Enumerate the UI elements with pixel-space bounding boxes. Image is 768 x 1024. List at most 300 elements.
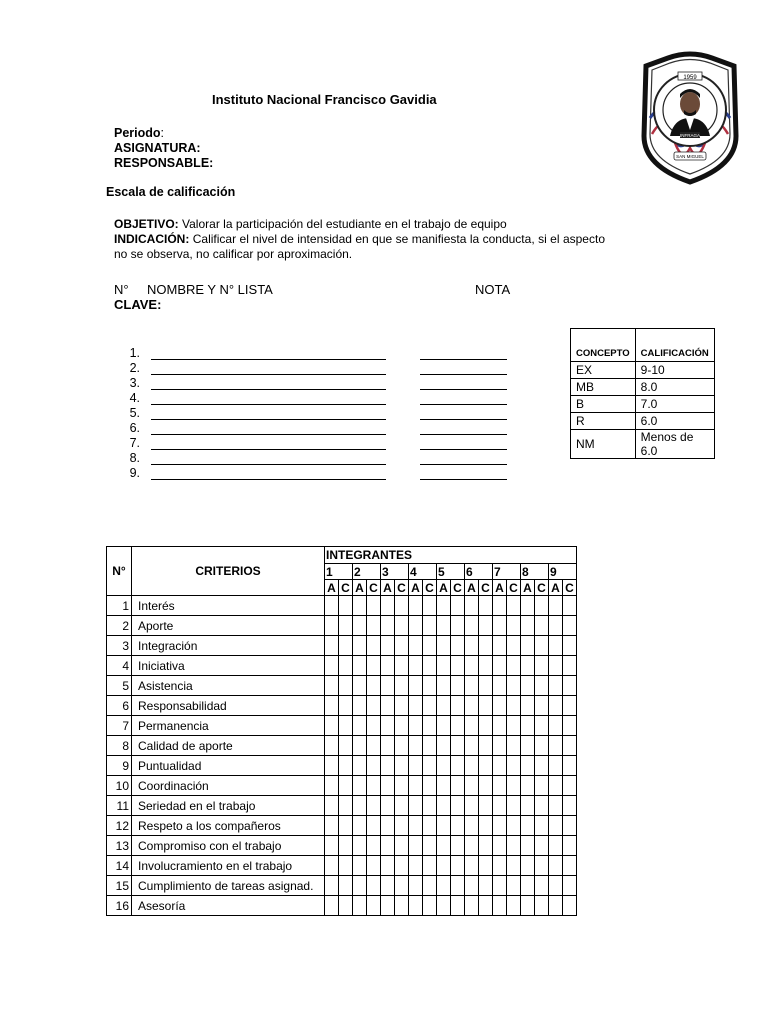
score-cell[interactable] [423,876,437,896]
score-cell[interactable] [451,636,465,656]
score-cell[interactable] [521,636,535,656]
score-cell[interactable] [325,716,339,736]
score-cell[interactable] [535,776,549,796]
score-cell[interactable] [423,756,437,776]
score-cell[interactable] [437,796,451,816]
score-cell[interactable] [339,756,353,776]
score-cell[interactable] [339,696,353,716]
score-cell[interactable] [465,856,479,876]
score-cell[interactable] [549,816,563,836]
score-cell[interactable] [563,796,577,816]
score-cell[interactable] [437,696,451,716]
score-cell[interactable] [367,616,381,636]
score-cell[interactable] [479,696,493,716]
score-cell[interactable] [521,756,535,776]
score-cell[interactable] [535,716,549,736]
score-cell[interactable] [493,636,507,656]
score-cell[interactable] [493,856,507,876]
score-cell[interactable] [353,636,367,656]
score-cell[interactable] [451,896,465,916]
score-cell[interactable] [367,876,381,896]
score-cell[interactable] [437,876,451,896]
score-cell[interactable] [507,796,521,816]
score-cell[interactable] [339,836,353,856]
score-cell[interactable] [507,696,521,716]
nota-blank-line[interactable] [420,449,507,450]
score-cell[interactable] [423,676,437,696]
score-cell[interactable] [339,876,353,896]
score-cell[interactable] [367,856,381,876]
score-cell[interactable] [367,716,381,736]
score-cell[interactable] [437,736,451,756]
score-cell[interactable] [479,836,493,856]
score-cell[interactable] [563,876,577,896]
score-cell[interactable] [409,636,423,656]
score-cell[interactable] [423,736,437,756]
score-cell[interactable] [353,896,367,916]
score-cell[interactable] [325,796,339,816]
score-cell[interactable] [437,856,451,876]
score-cell[interactable] [395,596,409,616]
score-cell[interactable] [367,696,381,716]
score-cell[interactable] [507,656,521,676]
score-cell[interactable] [493,896,507,916]
score-cell[interactable] [367,816,381,836]
score-cell[interactable] [535,856,549,876]
score-cell[interactable] [339,676,353,696]
score-cell[interactable] [507,816,521,836]
score-cell[interactable] [409,896,423,916]
score-cell[interactable] [521,596,535,616]
score-cell[interactable] [563,596,577,616]
score-cell[interactable] [451,756,465,776]
score-cell[interactable] [549,876,563,896]
score-cell[interactable] [367,756,381,776]
score-cell[interactable] [521,716,535,736]
score-cell[interactable] [479,616,493,636]
score-cell[interactable] [507,856,521,876]
score-cell[interactable] [325,816,339,836]
score-cell[interactable] [549,856,563,876]
score-cell[interactable] [521,876,535,896]
score-cell[interactable] [507,596,521,616]
nota-blank-line[interactable] [420,404,507,405]
score-cell[interactable] [451,856,465,876]
score-cell[interactable] [325,876,339,896]
score-cell[interactable] [549,836,563,856]
score-cell[interactable] [367,776,381,796]
score-cell[interactable] [563,816,577,836]
score-cell[interactable] [325,656,339,676]
score-cell[interactable] [381,636,395,656]
score-cell[interactable] [521,896,535,916]
score-cell[interactable] [381,876,395,896]
score-cell[interactable] [395,896,409,916]
score-cell[interactable] [367,896,381,916]
score-cell[interactable] [535,816,549,836]
score-cell[interactable] [367,796,381,816]
score-cell[interactable] [423,636,437,656]
score-cell[interactable] [339,736,353,756]
score-cell[interactable] [465,736,479,756]
score-cell[interactable] [521,656,535,676]
score-cell[interactable] [535,796,549,816]
score-cell[interactable] [549,716,563,736]
score-cell[interactable] [521,816,535,836]
score-cell[interactable] [507,896,521,916]
score-cell[interactable] [493,756,507,776]
score-cell[interactable] [381,596,395,616]
nota-blank-line[interactable] [420,479,507,480]
score-cell[interactable] [549,756,563,776]
score-cell[interactable] [563,656,577,676]
score-cell[interactable] [521,776,535,796]
score-cell[interactable] [395,656,409,676]
score-cell[interactable] [507,836,521,856]
score-cell[interactable] [325,616,339,636]
score-cell[interactable] [479,716,493,736]
score-cell[interactable] [493,776,507,796]
score-cell[interactable] [395,736,409,756]
score-cell[interactable] [493,796,507,816]
score-cell[interactable] [563,636,577,656]
score-cell[interactable] [563,616,577,636]
score-cell[interactable] [409,776,423,796]
score-cell[interactable] [381,756,395,776]
nota-blank-line[interactable] [420,464,507,465]
score-cell[interactable] [409,876,423,896]
score-cell[interactable] [437,656,451,676]
score-cell[interactable] [423,896,437,916]
score-cell[interactable] [381,656,395,676]
score-cell[interactable] [437,816,451,836]
score-cell[interactable] [451,836,465,856]
score-cell[interactable] [549,676,563,696]
score-cell[interactable] [395,756,409,776]
score-cell[interactable] [535,676,549,696]
score-cell[interactable] [549,796,563,816]
score-cell[interactable] [507,636,521,656]
score-cell[interactable] [549,656,563,676]
score-cell[interactable] [353,716,367,736]
score-cell[interactable] [367,656,381,676]
name-blank-line[interactable] [151,374,386,375]
score-cell[interactable] [395,836,409,856]
score-cell[interactable] [409,676,423,696]
score-cell[interactable] [451,656,465,676]
score-cell[interactable] [367,596,381,616]
score-cell[interactable] [479,636,493,656]
score-cell[interactable] [451,596,465,616]
score-cell[interactable] [325,636,339,656]
score-cell[interactable] [493,656,507,676]
score-cell[interactable] [353,616,367,636]
score-cell[interactable] [423,716,437,736]
score-cell[interactable] [549,736,563,756]
score-cell[interactable] [339,656,353,676]
score-cell[interactable] [493,836,507,856]
score-cell[interactable] [381,896,395,916]
score-cell[interactable] [395,676,409,696]
score-cell[interactable] [381,696,395,716]
score-cell[interactable] [367,836,381,856]
score-cell[interactable] [409,656,423,676]
score-cell[interactable] [325,776,339,796]
score-cell[interactable] [465,696,479,716]
score-cell[interactable] [423,616,437,636]
score-cell[interactable] [395,816,409,836]
score-cell[interactable] [465,756,479,776]
score-cell[interactable] [325,736,339,756]
score-cell[interactable] [339,796,353,816]
score-cell[interactable] [423,776,437,796]
score-cell[interactable] [451,676,465,696]
name-blank-line[interactable] [151,479,386,480]
score-cell[interactable] [437,596,451,616]
name-blank-line[interactable] [151,464,386,465]
score-cell[interactable] [507,616,521,636]
score-cell[interactable] [409,816,423,836]
score-cell[interactable] [353,736,367,756]
score-cell[interactable] [563,896,577,916]
score-cell[interactable] [395,776,409,796]
score-cell[interactable] [465,656,479,676]
score-cell[interactable] [549,596,563,616]
score-cell[interactable] [549,616,563,636]
score-cell[interactable] [479,896,493,916]
score-cell[interactable] [437,836,451,856]
score-cell[interactable] [549,896,563,916]
score-cell[interactable] [451,616,465,636]
score-cell[interactable] [507,776,521,796]
score-cell[interactable] [353,596,367,616]
score-cell[interactable] [451,796,465,816]
score-cell[interactable] [339,716,353,736]
score-cell[interactable] [353,696,367,716]
name-blank-line[interactable] [151,359,386,360]
score-cell[interactable] [395,636,409,656]
score-cell[interactable] [353,756,367,776]
score-cell[interactable] [563,676,577,696]
score-cell[interactable] [493,736,507,756]
score-cell[interactable] [367,676,381,696]
name-blank-line[interactable] [151,419,386,420]
score-cell[interactable] [465,776,479,796]
score-cell[interactable] [451,716,465,736]
score-cell[interactable] [507,676,521,696]
score-cell[interactable] [395,716,409,736]
score-cell[interactable] [325,896,339,916]
score-cell[interactable] [381,616,395,636]
score-cell[interactable] [325,756,339,776]
score-cell[interactable] [353,776,367,796]
nota-blank-line[interactable] [420,359,507,360]
score-cell[interactable] [549,636,563,656]
name-blank-line[interactable] [151,449,386,450]
score-cell[interactable] [451,696,465,716]
score-cell[interactable] [381,716,395,736]
score-cell[interactable] [549,776,563,796]
score-cell[interactable] [507,736,521,756]
score-cell[interactable] [423,856,437,876]
score-cell[interactable] [563,856,577,876]
score-cell[interactable] [465,816,479,836]
nota-blank-line[interactable] [420,434,507,435]
score-cell[interactable] [563,836,577,856]
score-cell[interactable] [479,596,493,616]
score-cell[interactable] [339,816,353,836]
score-cell[interactable] [353,656,367,676]
score-cell[interactable] [465,716,479,736]
score-cell[interactable] [465,676,479,696]
score-cell[interactable] [353,816,367,836]
score-cell[interactable] [479,876,493,896]
score-cell[interactable] [409,856,423,876]
score-cell[interactable] [563,776,577,796]
score-cell[interactable] [535,616,549,636]
score-cell[interactable] [395,856,409,876]
score-cell[interactable] [437,636,451,656]
score-cell[interactable] [479,676,493,696]
score-cell[interactable] [493,716,507,736]
score-cell[interactable] [437,756,451,776]
score-cell[interactable] [465,636,479,656]
score-cell[interactable] [409,716,423,736]
score-cell[interactable] [353,836,367,856]
score-cell[interactable] [381,816,395,836]
score-cell[interactable] [507,716,521,736]
nota-blank-line[interactable] [420,389,507,390]
score-cell[interactable] [479,736,493,756]
score-cell[interactable] [479,856,493,876]
name-blank-line[interactable] [151,404,386,405]
nota-blank-line[interactable] [420,374,507,375]
score-cell[interactable] [339,616,353,636]
score-cell[interactable] [451,816,465,836]
score-cell[interactable] [423,656,437,676]
score-cell[interactable] [423,796,437,816]
score-cell[interactable] [409,696,423,716]
score-cell[interactable] [521,696,535,716]
score-cell[interactable] [521,856,535,876]
score-cell[interactable] [451,776,465,796]
score-cell[interactable] [549,696,563,716]
score-cell[interactable] [535,876,549,896]
score-cell[interactable] [465,896,479,916]
score-cell[interactable] [465,876,479,896]
score-cell[interactable] [423,816,437,836]
score-cell[interactable] [493,676,507,696]
score-cell[interactable] [493,876,507,896]
score-cell[interactable] [479,776,493,796]
score-cell[interactable] [493,816,507,836]
score-cell[interactable] [437,616,451,636]
score-cell[interactable] [339,896,353,916]
score-cell[interactable] [563,716,577,736]
score-cell[interactable] [395,616,409,636]
score-cell[interactable] [479,816,493,836]
score-cell[interactable] [521,616,535,636]
score-cell[interactable] [465,596,479,616]
score-cell[interactable] [521,736,535,756]
score-cell[interactable] [507,876,521,896]
score-cell[interactable] [535,636,549,656]
score-cell[interactable] [437,896,451,916]
score-cell[interactable] [325,836,339,856]
score-cell[interactable] [535,596,549,616]
score-cell[interactable] [479,796,493,816]
score-cell[interactable] [465,616,479,636]
score-cell[interactable] [521,796,535,816]
nota-blank-line[interactable] [420,419,507,420]
score-cell[interactable] [339,596,353,616]
score-cell[interactable] [437,716,451,736]
score-cell[interactable] [451,876,465,896]
score-cell[interactable] [465,836,479,856]
score-cell[interactable] [381,776,395,796]
score-cell[interactable] [381,856,395,876]
score-cell[interactable] [353,856,367,876]
score-cell[interactable] [535,896,549,916]
score-cell[interactable] [563,756,577,776]
score-cell[interactable] [325,596,339,616]
score-cell[interactable] [381,736,395,756]
score-cell[interactable] [381,836,395,856]
score-cell[interactable] [563,696,577,716]
score-cell[interactable] [451,736,465,756]
score-cell[interactable] [353,876,367,896]
name-blank-line[interactable] [151,389,386,390]
score-cell[interactable] [521,836,535,856]
score-cell[interactable] [339,856,353,876]
score-cell[interactable] [367,636,381,656]
score-cell[interactable] [479,656,493,676]
score-cell[interactable] [409,736,423,756]
score-cell[interactable] [521,676,535,696]
score-cell[interactable] [409,796,423,816]
score-cell[interactable] [423,596,437,616]
score-cell[interactable] [465,796,479,816]
score-cell[interactable] [409,836,423,856]
score-cell[interactable] [535,696,549,716]
score-cell[interactable] [409,616,423,636]
score-cell[interactable] [325,696,339,716]
score-cell[interactable] [395,696,409,716]
score-cell[interactable] [395,876,409,896]
score-cell[interactable] [437,776,451,796]
score-cell[interactable] [423,696,437,716]
score-cell[interactable] [479,756,493,776]
score-cell[interactable] [535,756,549,776]
name-blank-line[interactable] [151,434,386,435]
score-cell[interactable] [395,796,409,816]
score-cell[interactable] [535,656,549,676]
score-cell[interactable] [535,836,549,856]
score-cell[interactable] [409,596,423,616]
score-cell[interactable] [563,736,577,756]
score-cell[interactable] [339,776,353,796]
score-cell[interactable] [381,796,395,816]
score-cell[interactable] [493,696,507,716]
score-cell[interactable] [353,796,367,816]
score-cell[interactable] [437,676,451,696]
score-cell[interactable] [353,676,367,696]
score-cell[interactable] [409,756,423,776]
score-cell[interactable] [325,856,339,876]
score-cell[interactable] [339,636,353,656]
score-cell[interactable] [423,836,437,856]
score-cell[interactable] [367,736,381,756]
